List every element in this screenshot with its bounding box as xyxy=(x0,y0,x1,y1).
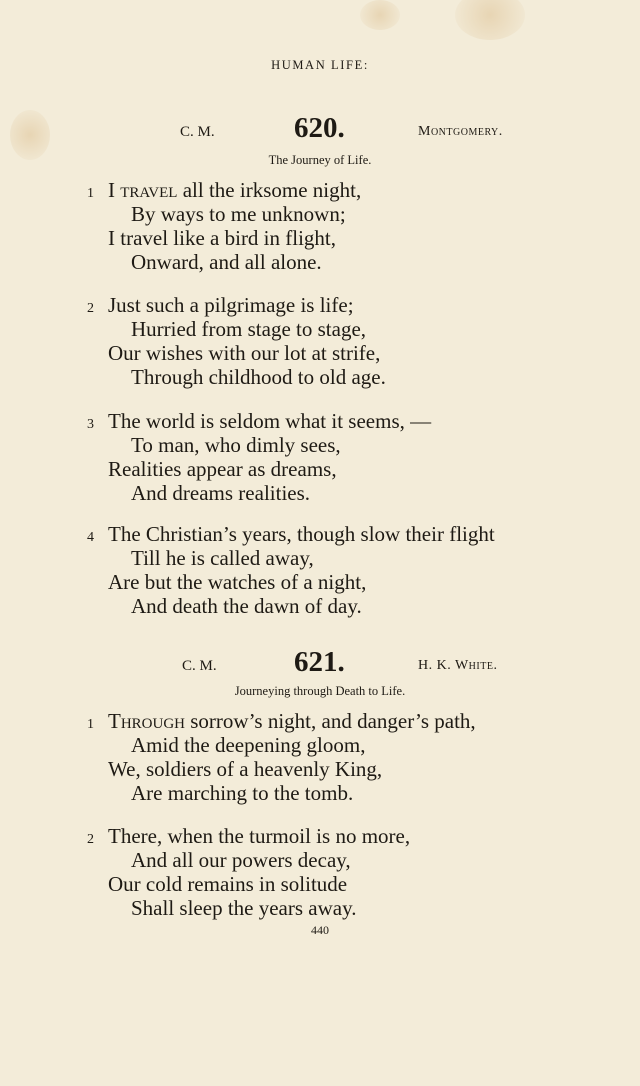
verse-line: Onward, and all alone. xyxy=(131,250,322,274)
verse-initial-word: Through xyxy=(108,709,185,733)
verse-line xyxy=(108,178,361,203)
verse-line xyxy=(108,709,476,734)
verse-line: Are marching to the tomb. xyxy=(131,781,354,805)
verse-line: Just such a pilgrimage is life; xyxy=(108,293,354,317)
stanza-number: 4 xyxy=(87,530,94,545)
paper-stain xyxy=(360,0,400,30)
verse-initial-word: I travel xyxy=(108,178,178,202)
verse-line: The world is seldom what it seems, — xyxy=(108,409,432,433)
verse-line: And all our powers decay, xyxy=(131,848,351,872)
verse-line: There, when the turmoil is no more, xyxy=(108,824,411,848)
stanza-number: 3 xyxy=(87,417,94,432)
hymn-number: 621. xyxy=(294,646,345,678)
verse-line: The Christian’s years, though slow their flight xyxy=(108,522,495,546)
paper-stain xyxy=(455,0,525,40)
verse-line: Realities appear as dreams, xyxy=(108,457,337,481)
hymn-meter: C. M. xyxy=(180,124,215,140)
verse-line-rest: all the irksome night, xyxy=(177,178,362,202)
hymn-meter: C. M. xyxy=(182,658,217,674)
hymn-subtitle: The Journey of Life. xyxy=(268,153,372,167)
verse-line: Hurried from stage to stage, xyxy=(131,317,367,341)
stanza-number: 1 xyxy=(87,186,94,201)
verse-line: To man, who dimly sees, xyxy=(131,433,341,457)
page-number: 440 xyxy=(311,923,329,937)
verse-line: Through childhood to old age. xyxy=(131,365,386,389)
verse-line: Till he is called away, xyxy=(131,546,314,570)
running-head: HUMAN LIFE: xyxy=(271,58,369,72)
verse-line: And dreams realities. xyxy=(131,481,311,505)
hymn-header xyxy=(0,112,640,152)
stanza-number: 2 xyxy=(87,832,94,847)
verse-line: Our cold remains in solitude xyxy=(108,872,348,896)
hymn-number: 620. xyxy=(294,112,345,144)
verse-line: We, soldiers of a heavenly King, xyxy=(108,757,383,781)
stanza-number: 1 xyxy=(87,717,94,732)
verse-line: Shall sleep the years away. xyxy=(131,896,357,920)
verse-line: I travel like a bird in flight, xyxy=(108,226,337,250)
verse-line: Amid the deepening gloom, xyxy=(131,733,366,757)
verse-line: By ways to me unknown; xyxy=(131,202,346,226)
verse-line: And death the dawn of day. xyxy=(131,594,362,618)
stanza-number: 2 xyxy=(87,301,94,316)
verse-line: Are but the watches of a night, xyxy=(108,570,367,594)
verse-line-rest: sorrow’s night, and danger’s path, xyxy=(185,709,476,733)
hymn-header xyxy=(0,646,640,686)
hymn-subtitle: Journeying through Death to Life. xyxy=(234,684,406,698)
hymn-author: H. K. White. xyxy=(418,658,498,673)
verse-line: Our wishes with our lot at strife, xyxy=(108,341,381,365)
hymn-author: Montgomery. xyxy=(418,124,503,139)
